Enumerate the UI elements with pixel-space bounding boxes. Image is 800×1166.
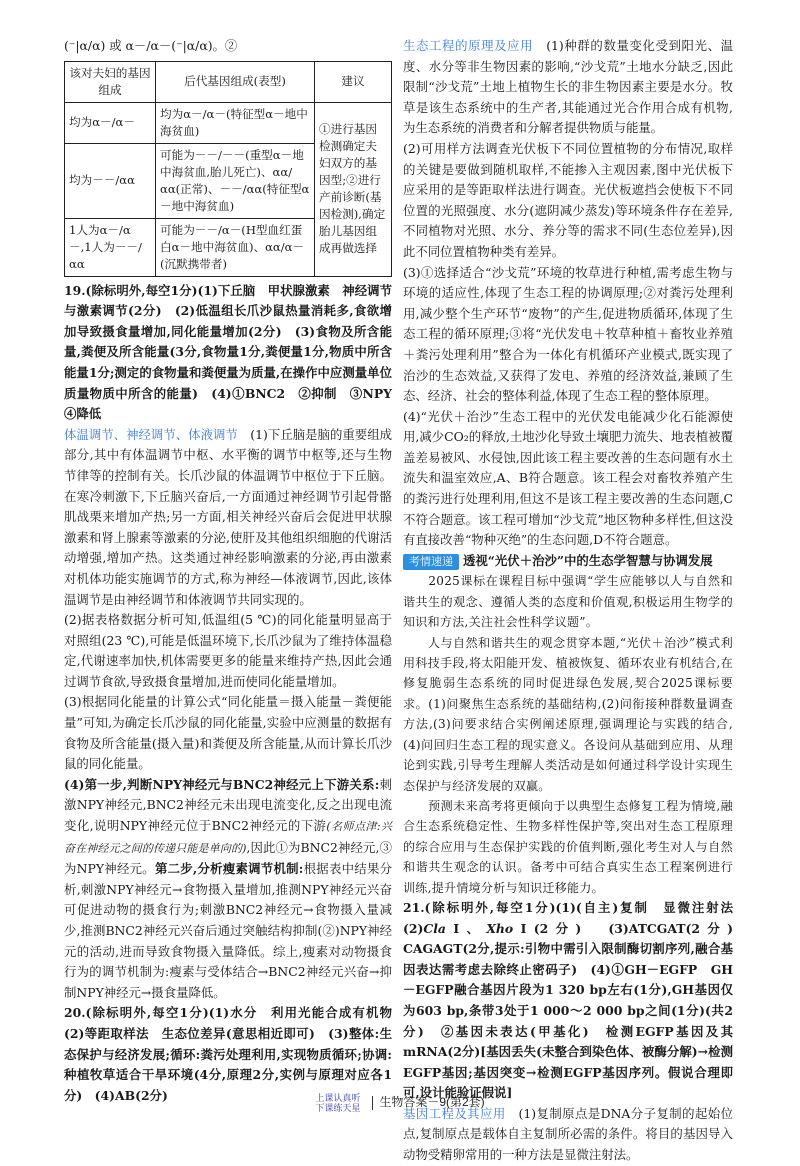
page-footer <box>0 1093 800 1113</box>
q20-answer: 20.(除标明外,每空1分)(1)水分 利用光能合成有机物 (2)等距取样法 生态位差异(意思相近即可) (3)整体:生态保护与经济发展;循环:粪污处理利用,实现物质循环;协调:种植牧草适合干旱环境(4分,原理2分,实例与原理对应各1分) (4)AB(2分) <box>64 1005 405 1103</box>
table-header: 该对夫妇的基因组成 <box>65 61 156 102</box>
q19-p2: (2)据表格数据分析可知,低温组(5 ℃)的同化能量明显高于对照组(23 ℃),可能是低温环境下,长爪沙鼠为了维持体温稳定,代谢速率加快,机体需要更多的能量来维持产热,因此会通过调节食欲,导致摄食量增加,进而使同化能量增加。 <box>64 612 392 689</box>
q20-p2: (2)可用样方法调查光伏板下不同位置植物的分布情况,取样的关键是要做到随机取样,不能掺入主观因素,图中光伏板下应采用的是等距取样法进行调查。光伏板遮挡会使板下不同位置的光照强度、水分(遮阴减少蒸发)等环境条件存在差异,不同植物对光照、水分、养分等的需求不同(生态位差异),因此不同位置植物种类有差异。 <box>403 140 733 259</box>
q20-topic: 生态工程的原理及应用 <box>403 38 534 53</box>
table-cell: 均为α－/α－(特征型α－地中海贫血) <box>156 102 315 143</box>
q20-p3: (3)①选择适合“沙戈荒”环境的牧草进行种植,需考虑生物与环境的适应性,体现了生态工程的协调原理;②对粪污处理利用,减少整个生产环节“废物”的产生,促进物质循环,体现了生态工程的循环原理;③将“光伏发电＋牧草种植＋畜牧业养殖＋粪污处理利用”整合为一体化有机循环产业模式,既实现了治沙的生态效益,又获得了发电、养殖的经济效益,兼顾了生态、经济、社会的整体利益,体现了生态工程的整体原理。 <box>403 264 733 404</box>
exam-link-p3 <box>403 796 733 898</box>
exam-link-p3-text: 预测未来高考将更倾向于以典型生态修复工程为情境,融合生态系统稳定性、生物多样性保护等,突出对生态工程原理的综合应用与生态保护实践的价值判断,强化考生对人与自然和谐共生观念的认识。备考中可结合真实生态工程案例进行训练,提升情境分析与知识迁移能力。 <box>403 798 733 895</box>
q19-answer: 19.(除标明外,每空1分)(1)下丘脑 甲状腺激素 神经调节与激素调节(2分) (2)低温组长爪沙鼠热量消耗多,食欲增加导致摄食量增加,同化能量增加(2分) (3)食物及所含能量,粪便及所含能量(3分,食物量1分,粪便量1分,物质中所含能量1分;测定的食物量和粪便量为质量,在操作中应测量单位质量物质中所含的能量) (4)①BNC2 ②抑制 ③NPY ④降低 <box>64 282 405 422</box>
table-header: 建议 <box>315 61 392 102</box>
q19-p4c: 根据表中结果分析,刺激NPY神经元→食物摄入量增加,推测NPY神经元兴奋可促进动物的摄食行为;刺激BNC2神经元→食物摄入量减少,推测BNC2神经元兴奋后通过突触结构抑制(②)NPY神经元的活动,进而导致食物摄入量降低。综上,瘦素对动物摄食行为的调节机制为:瘦素与受体结合→BNC2神经元兴奋→抑制NPY神经元→摄食量降低。 <box>64 861 393 1000</box>
exam-link-p1 <box>403 571 733 632</box>
q21-topic: 基因工程及其应用 <box>403 1105 506 1121</box>
q19-topic: 体温调节、神经调节、体液调节 <box>64 426 238 442</box>
q19-step2: 第二步,分析瘦素调节机制: <box>154 861 304 877</box>
q19-p1 <box>64 425 392 610</box>
q19-p4b: ,因此①为BNC2神经元,③为NPY神经元。 <box>64 839 392 877</box>
q19-note: (名师点津:兴奋在神经元之间的传递只能是单向的) <box>64 820 393 855</box>
left-column <box>64 36 405 1106</box>
genotype-table <box>64 61 392 277</box>
q20-p1 <box>403 36 733 139</box>
q21-xho: Xho <box>486 920 514 936</box>
q19-p3: (3)根据同化能量的计算公式“同化能量＝摄入能量－粪便能量”可知,为确定长爪沙鼠的同化能量,实验中应测量的数据有食物及所含能量(摄入量)和粪便及所含能量,从而计算长爪沙鼠的同化能量。 <box>64 694 392 772</box>
q21-head2: Ⅰ(2分) (3)ATCGAT(2分) CAGAGT(2分,提示:引物中需引入限制酶切割序列,融合基因表达需考虑去除终止密码子) (4)①GH－EGFP GH－EGFP融合基因片段为1 320 bp左右(1分),GH基因仅为603 bp,条带3处于1 000～2 000 bp之间(1分)(共2分) ②基因未表达(甲基化) 检测EGFP基因及其mRNA(2分)[基因丢失(未整合到染色体、被酶分解)→检测EGFP基因;基因突变→检测EGFP基因序列。假说合理即可,设计能验证假说] <box>403 920 746 1101</box>
table-advice-cell: ①进行基因检测确定夫妇双方的基因型;②进行产前诊断(基因检测),确定胎儿基因组成再做选择 <box>315 102 392 276</box>
q21-p1 <box>403 1104 733 1166</box>
right-column <box>403 36 746 1166</box>
q21-cla: Cla <box>423 920 446 936</box>
table-header-row <box>65 61 392 102</box>
logo-line-2: 下课练天星 <box>315 1103 361 1113</box>
brand-logo <box>315 1093 360 1113</box>
q19-p4 <box>64 775 392 1004</box>
table-cell: 均为α－/α－ <box>65 102 156 143</box>
q21-head1: 21.(除标明外,每空1分)(1)(自主)复制 显微注射法 (2) <box>403 899 746 936</box>
footer-text: 生物答案－9(第2套) <box>379 1095 485 1110</box>
table-cell: 可能为－－/－－(重型α－地中海贫血,胎儿死亡)、αα/αα(正常)、－－/αα(特征型α－地中海贫血) <box>156 143 315 218</box>
exam-link-p1-text: 2025课标在课程目标中强调“学生应能够以人与自然和谐共生的观念、遵循人类的态度和价值观,积极运用生物学的知识和方法,关注社会性科学议题”。 <box>403 574 733 630</box>
q21-mid: Ⅰ、 <box>445 920 487 936</box>
q20-p1-text: (1)种群的数量变化受到阳光、温度、水分等非生物因素的影响,“沙戈荒”土地水分缺乏,因此限制“沙戈荒”土地上植物生长的非生物因素主要是水分。牧草是该生态系统中的生产者,其能通过光合作用合成有机物,为生态系统的消费者和分解者提供物质与能量。 <box>403 38 734 136</box>
q21-answer <box>403 898 746 1104</box>
exam-link-header <box>403 551 733 572</box>
exam-link-tag: 考情速递 <box>403 554 459 570</box>
q20-p4: (4)“光伏＋治沙”生态工程中的光伏发电能减少化石能源使用,减少CO₂的释放,土地沙化导致土壤肥力流失、地表植被覆盖差易被风、水侵蚀,因此该工程主要改善的生态问题有水土流失和温室效应,A、B符合题意。该工程会对畜牧养殖产生的粪污进行处理利用,但这不是该工程主要改善的生态问题,C不符合题意。该工程可增加“沙戈荒”地区物种多样性,但这没有直接改善“物种灭绝”的生态问题,D不符合题意。 <box>403 408 733 548</box>
table-row <box>65 102 392 143</box>
exam-link-p2 <box>403 633 733 796</box>
table-cell: 均为－－/αα <box>65 143 156 218</box>
table-cell: 1人为α－/α－,1人为－－/αα <box>65 218 156 276</box>
exam-link-p2-text: 人与自然和谐共生的观念贯穿本题,“光伏＋治沙”模式利用科技手段,将太阳能开发、植被恢复、循环农业有机结合,在修复脆弱生态系统的同时促进绿色发展,契合2025课标要求。(1)问聚焦生态系统的基础结构,(2)问衔接种群数量调查方法,(3)问要求结合实例阐述原理,强调理论与实践的结合,(4)问回归生态工程的现实意义。各设问从基础到应用、从理论到实践,引导考生理解人类活动是如何通过科学设计实现生态保护与经济发展的双赢。 <box>403 635 733 793</box>
q21-p1-text: (1)复制原点是DNA分子复制的起始位点,复制原点是载体自主复制所必需的条件。将目的基因导入动物受精卵常用的一种方法是显微注射法。 <box>403 1105 734 1163</box>
exam-link-title: 透视“光伏＋治沙”中的生态学智慧与协调发展 <box>463 552 713 568</box>
table-cell: 可能为－－/α－(H型血红蛋白α－地中海贫血)、αα/α－(沉默携带者) <box>156 218 315 276</box>
q19-p4a: 刺激NPY神经元,BNC2神经元未出现电流变化,反之出现电流变化,说明NPY神经元位于BNC2神经元的下游 <box>64 776 392 834</box>
top-line: (⁻|α/α) 或 α－/α－(⁻|α/α)。② <box>64 38 238 53</box>
table-header: 后代基因组成(表型) <box>156 61 315 102</box>
q19-step1: (4)第一步,判断NPY神经元与BNC2神经元上下游关系: <box>64 776 380 792</box>
footer-separator <box>372 1096 373 1110</box>
logo-line-1: 上课认真听 <box>315 1093 361 1103</box>
q19-p1-text: (1)下丘脑是脑的重要组成部分,其中有体温调节中枢、水平衡的调节中枢等,还与生物节律等的控制有关。长爪沙鼠的体温调节中枢位于下丘脑。在寒冷刺激下,下丘脑兴奋后,一方面通过神经调节引起骨骼肌战栗来增加产热;另一方面,相关神经兴奋后会促进甲状腺激素和肾上腺素等激素的分泌,使肝及其他组织细胞的代谢活动增强,增加产热。这类通过神经影响激素的分泌,再由激素对机体功能实施调节的方式,称为神经—体液调节,因此,该体温调节是由神经调节和体液调节共同实现的。 <box>64 426 393 607</box>
